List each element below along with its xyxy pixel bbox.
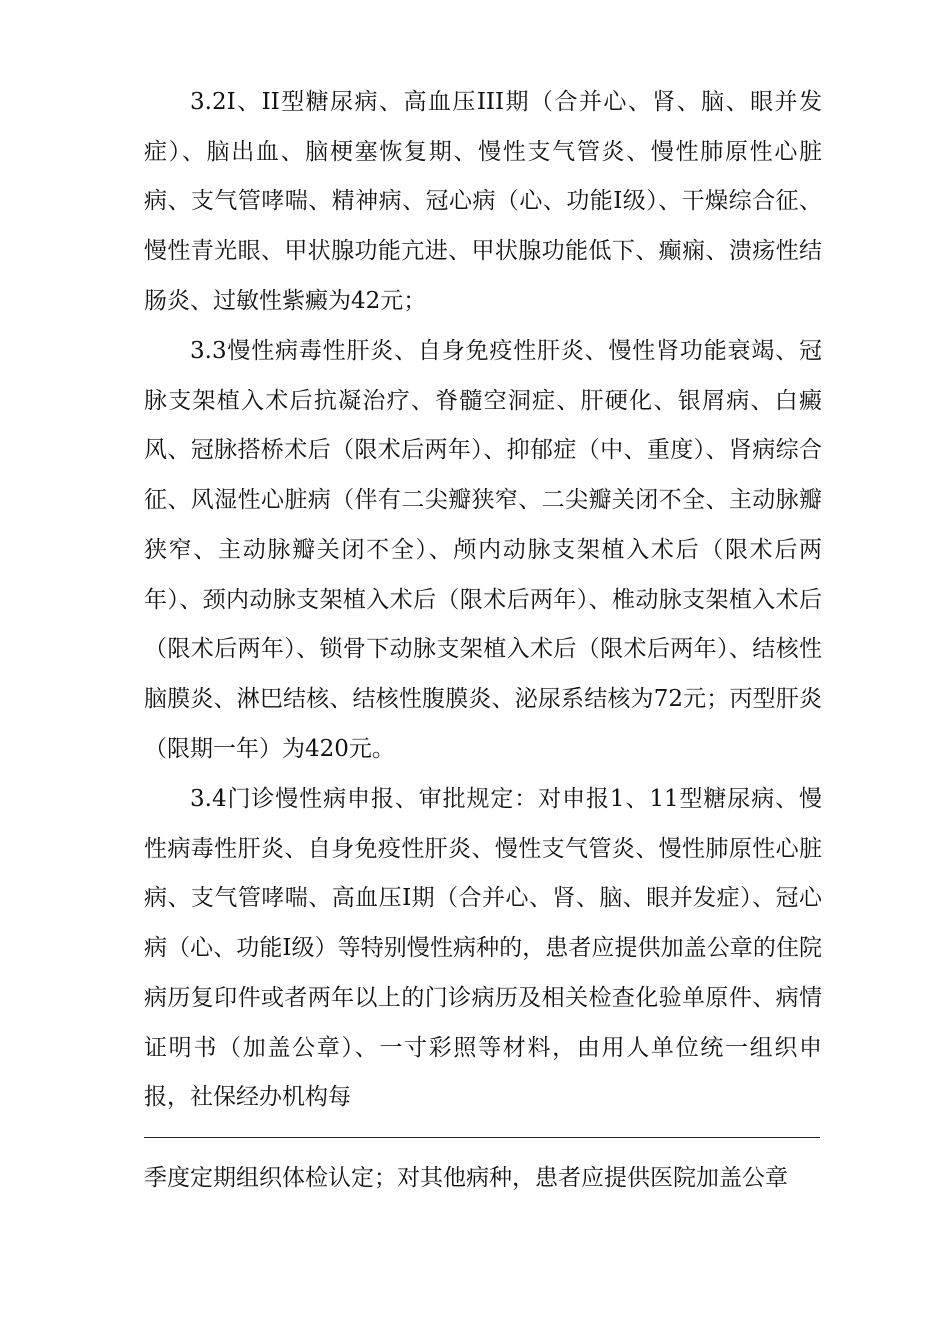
paragraph-3-4: 3.4门诊慢性病申报、审批规定：对申报1、11型糖尿病、慢性病毒性肝炎、自身免疫性肝炎、慢性支气管炎、慢性肺原性心脏病、支气管哮喘、高血压Ⅰ期（合并心、肾、脑、眼并发症）、冠心病（心、功能Ⅰ级）等特别慢性病种的，患者应提供加盖公章的住院病历复印件或者两年以上的门诊病历及相关检查化验单原件、病情证明书（加盖公章）、一寸彩照等材料，由用人单位统一组织申报，社保经办机构每 xyxy=(144,786,822,1111)
paragraph-3-3: 3.3慢性病毒性肝炎、自身免疫性肝炎、慢性肾功能衰竭、冠脉支架植入术后抗凝治疗、脊髓空洞症、肝硬化、银屑病、白癜风、冠脉搭桥术后（限术后两年）、抑郁症（中、重度）、肾病综合征、风湿性心脏病（伴有二尖瓣狭窄、二尖瓣关闭不全、主动脉瓣狭窄、主动脉瓣关闭不全）、颅内动脉支架植入术后（限术后两年）、颈内动脉支架植入术后（限术后两年）、椎动脉支架植入术后（限术后两年）、锁骨下动脉支架植入术后（限术后两年）、结核性脑膜炎、淋巴结核、结核性腹膜炎、泌尿系结核为72元；丙型肝炎（限期一年）为420元。 xyxy=(144,338,822,762)
paragraph-continuation: 季度定期组织体检认定；对其他病种，患者应提供医院加盖公章 xyxy=(144,1165,788,1191)
paragraph-3-2: 3.2I、II型糖尿病、高血压III期（合并心、肾、脑、眼并发症）、脑出血、脑梗塞恢复期、慢性支气管炎、慢性肺原性心脏病、支气管哮喘、精神病、冠心病（心、功能Ⅰ级）、干燥综合征、慢性青光眼、甲状腺功能亢进、甲状腺功能低下、癫痫、溃疡性结肠炎、过敏性紫癜为42元； xyxy=(144,89,822,314)
page-break-divider xyxy=(144,1137,820,1138)
